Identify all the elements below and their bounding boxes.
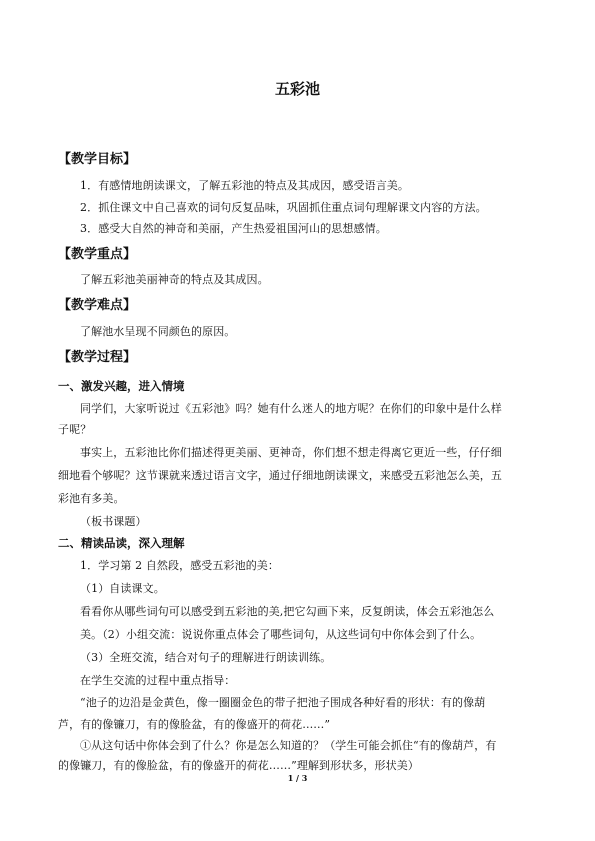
paragraph-line: （1）自读课文。 bbox=[80, 582, 165, 595]
paragraph-line: “池子的边沿是金黄色，像一圈圈金色的带子把池子围成各种好看的形状：有的像葫 bbox=[80, 696, 486, 709]
paragraph-line: 美。（2）小组交流：说说你重点体会了哪些词句，从这些词句中你体会到了什么。 bbox=[80, 628, 482, 641]
part1-heading: 一、激发兴趣，进入情境 bbox=[58, 379, 185, 393]
page-number: 1 / 3 bbox=[287, 773, 308, 783]
goals-heading: 【教学目标】 bbox=[58, 152, 137, 167]
paragraph-line: 细地看个够呢？这节课就来透过语言文字，通过仔细地朗读课文，来感受五彩池怎么美，五 bbox=[58, 469, 502, 482]
paragraph-line: 1．学习第 2 自然段，感受五彩池的美： bbox=[80, 559, 279, 572]
paragraph-line: （3）全班交流，结合对句子的理解进行朗读训练。 bbox=[80, 651, 332, 664]
difficult-point-text: 了解池水呈现不同颜色的原因。 bbox=[80, 325, 236, 338]
paragraph-line: （板书课题） bbox=[80, 515, 147, 528]
paragraph-line: 芦，有的像镰刀，有的像脸盆，有的像盛开的荷花……” bbox=[58, 718, 331, 731]
paragraph-line: 子呢？ bbox=[58, 423, 92, 436]
goal-item: 3．感受大自然的神奇和美丽，产生热爱祖国河山的思想感情。 bbox=[80, 222, 387, 235]
goal-item: 2．抓住课文中自己喜欢的词句反复品味，巩固抓住重点词句理解课文内容的方法。 bbox=[80, 201, 487, 214]
part2-heading: 二、精读品读，深入理解 bbox=[58, 536, 185, 550]
paragraph-line: 彩池有多美。 bbox=[58, 492, 125, 505]
page-title: 五彩池 bbox=[274, 80, 320, 98]
difficult-point-heading: 【教学难点】 bbox=[58, 298, 137, 313]
paragraph-line: 在学生交流的过程中重点指导： bbox=[80, 674, 236, 687]
paragraph-line: 同学们，大家听说过《五彩池》吗？她有什么迷人的地方呢？在你们的印象中是什么样 bbox=[80, 402, 502, 415]
paragraph-line: ①从这句话中你体会到了什么？你是怎么知道的？（学生可能会抓住“有的像葫芦，有 bbox=[80, 739, 497, 752]
key-point-heading: 【教学重点】 bbox=[58, 247, 137, 262]
goal-item: 1．有感情地朗读课文，了解五彩池的特点及其成因，感受语言美。 bbox=[80, 179, 409, 192]
paragraph-line: 的像镰刀，有的像脸盆，有的像盛开的荷花……”理解到形状多，形状美） bbox=[58, 759, 419, 772]
paragraph-line: 事实上，五彩池比你们描述得更美丽、更神奇，你们想不想走得离它更近一些，仔仔细 bbox=[80, 446, 502, 459]
paragraph-line: 看看你从哪些词句可以感受到五彩池的美,把它勾画下来，反复朗读，体会五彩池怎么 bbox=[80, 605, 495, 618]
key-point-text: 了解五彩池美丽神奇的特点及其成因。 bbox=[80, 273, 269, 286]
process-heading: 【教学过程】 bbox=[58, 350, 137, 365]
